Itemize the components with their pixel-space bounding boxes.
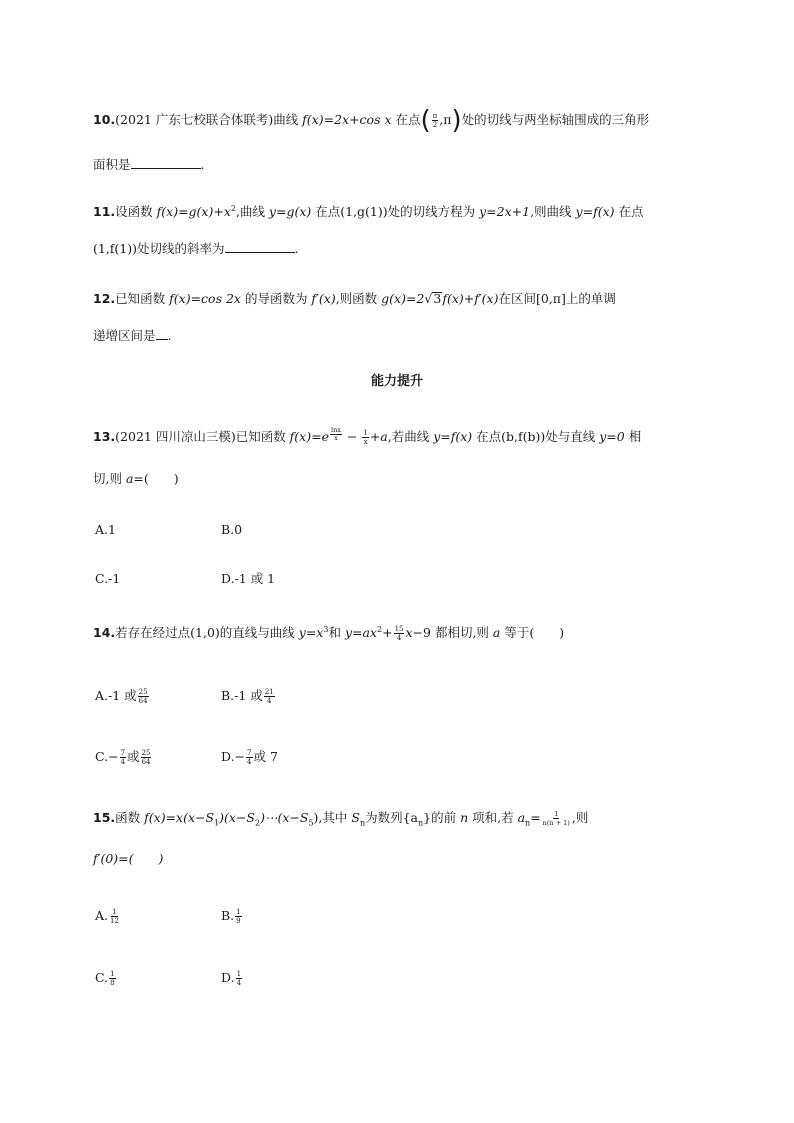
q14-number: 14. xyxy=(93,625,116,640)
q10-line2: 面积是 . xyxy=(93,157,205,172)
q13-line2: 切,则 a=( ) xyxy=(93,471,179,486)
answer-blank[interactable] xyxy=(156,326,168,340)
q15-option-d[interactable]: D. $\frac{1}{4}$ xyxy=(221,970,242,987)
q11-number: 11. xyxy=(93,204,116,219)
q13-number: 13. xyxy=(93,429,116,444)
q12-number: 12. xyxy=(93,291,116,306)
q15-option-a[interactable]: A. $\frac{1}{12}$ xyxy=(95,908,119,925)
q15-line2: f′(0)=( ) xyxy=(93,851,164,866)
section-title: 能力提升 xyxy=(370,374,423,389)
q10-line1: 10.(2021 广东七校联合体联考)曲线 f(x)=2x+cos x 在点( $\frac{\pi}{2}$ ,π)处的切线与两坐标轴围成的三角形 xyxy=(93,105,650,136)
answer-blank[interactable] xyxy=(225,239,295,253)
q15-option-c[interactable]: C. $\frac{1}{8}$ xyxy=(95,970,115,987)
q10-number: 10. xyxy=(93,112,116,127)
q13-option-b[interactable]: B.0 xyxy=(221,522,243,537)
q14-line1: 14.若存在经过点(1,0)的直线与曲线 $y=x^3$和 $y=ax^2+$ $\frac{15}{4}$ x−9 都相切,则 a 等于( ) xyxy=(93,624,565,642)
q14-option-a[interactable]: A.-1 或 $\frac{25}{64}$ xyxy=(95,688,148,705)
q15-option-b[interactable]: B. $\frac{1}{9}$ xyxy=(221,908,241,925)
q14-option-d[interactable]: D.− $\frac{7}{4}$ 或 7 xyxy=(221,749,278,766)
q11-line1: 11.设函数 $f(x)=g(x)+x^2$,曲线 y=g(x) 在点(1,g(1))处的切线方程为 y=2x+1,则曲线 y=f(x) 在点 xyxy=(93,203,644,219)
q13-option-c[interactable]: C.-1 xyxy=(95,571,121,586)
q14-option-b[interactable]: B.-1 或 $\frac{21}{4}$ xyxy=(221,688,274,705)
answer-blank[interactable] xyxy=(131,155,201,169)
q11-line2: (1,f(1))处切线的斜率为 . xyxy=(93,241,299,256)
q12-line1: 12.已知函数 f(x)=cos 2x 的导函数为 f′(x),则函数 g(x)=2√3f(x)+f′(x)在区间[0,π]上的单调 xyxy=(93,291,616,306)
q15-number: 15. xyxy=(93,810,116,825)
q12-line2: 递增区间是 . xyxy=(93,328,172,343)
q15-line1: 15.函数 $f(x)=x(x-S_1)(x-S_2)\cdots(x-S_5)$,其中 $S_n$为数列$\{a_n\}$的前 n 项和,若 $a_n=$ $\frac{1}{n(n + 1)}$ ,则 xyxy=(93,810,589,828)
q13-line1: 13.(2021 四川凉山三模)已知函数 f(x)=e $\frac{\ln x}{x}$ − $\frac{1}{x}$ +a,若曲线 y=f(x) 在点(b,f(b))处与直线 y=0 相 xyxy=(93,426,642,446)
q13-option-d[interactable]: D.-1 或 1 xyxy=(221,571,276,586)
q14-option-c[interactable]: C.− $\frac{7}{4}$ 或 $\frac{25}{64}$ xyxy=(95,749,151,766)
q13-option-a[interactable]: A.1 xyxy=(95,522,116,537)
